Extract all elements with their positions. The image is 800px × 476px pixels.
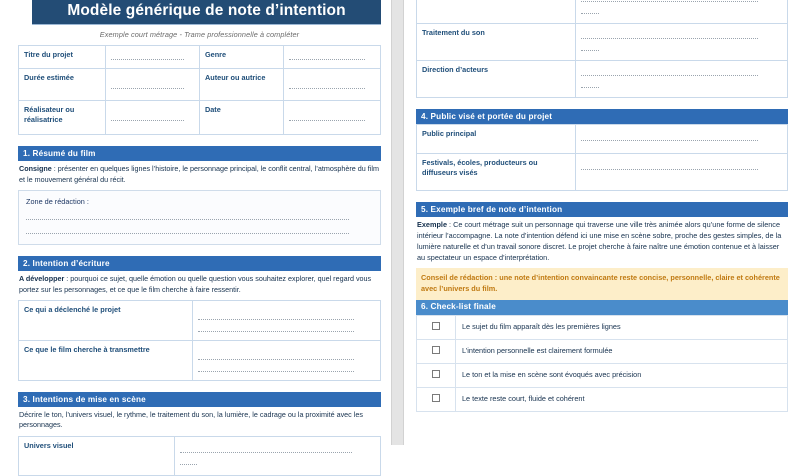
- field-label-auteur-ou-autrice: Auteur ou autrice: [199, 69, 283, 101]
- field-label-ce-que-le-film-cherche-a-transmettre: Ce que le film cherche à transmettre: [19, 341, 193, 381]
- dotted-line: [111, 52, 184, 60]
- dotted-line: [289, 81, 365, 89]
- section-3-hint: [18, 407, 381, 436]
- field-input-festivals-ecoles-producteurs[interactable]: [576, 154, 788, 191]
- table-row: [19, 101, 381, 135]
- dotted-line: [111, 81, 184, 89]
- dotted-line: [111, 113, 184, 121]
- field-input-date[interactable]: [284, 101, 381, 135]
- checklist-label-2: L’intention personnelle est clairement formulée: [456, 339, 788, 363]
- right-page-column: [404, 0, 800, 445]
- section-header-4: 4. Public visé et portée du projet: [416, 109, 788, 124]
- dotted-line: [180, 457, 198, 465]
- field-label-univers-visuel: Univers visuel: [19, 436, 175, 475]
- checkbox-icon: [432, 346, 440, 354]
- table-row: [417, 24, 788, 61]
- checkbox-icon: [432, 370, 440, 378]
- checklist-label-3: Le ton et la mise en scène sont évoqués avec précision: [456, 363, 788, 387]
- field-input-auteur-ou-autrice[interactable]: [284, 69, 381, 101]
- dotted-line: [26, 218, 349, 220]
- checkbox-icon: [432, 394, 440, 402]
- dotted-line: [289, 113, 365, 121]
- intention-table: [18, 300, 381, 381]
- left-page-column: [0, 0, 391, 450]
- checkbox-item-4[interactable]: [417, 387, 456, 411]
- section-header-6: 6. Check-list finale: [416, 300, 788, 315]
- hint-body: : présenter en quelques lignes l’histoire, le personnage principal, le conflit central, l’atmosphère du film et le mouvement général du récit.: [19, 164, 379, 184]
- page-gutter-divider: [391, 0, 404, 445]
- dotted-line: [581, 133, 758, 141]
- checkbox-icon: [432, 322, 440, 330]
- page-title: Modèle générique de note d’intention: [32, 0, 381, 25]
- dotted-line: [198, 364, 354, 372]
- field-input-titre-du-projet[interactable]: [106, 46, 200, 69]
- section-header-1: 1. Résumé du film: [18, 146, 381, 161]
- table-row: [19, 69, 381, 101]
- dotted-line: [180, 445, 352, 453]
- field-input-realisateur-ou-realisatrice[interactable]: [106, 101, 200, 135]
- field-label-genre: Genre: [199, 46, 283, 69]
- field-input-ce-qui-a-declenche-le-projet[interactable]: [192, 301, 380, 341]
- hint-lead: A développer: [19, 274, 65, 284]
- table-row: [19, 46, 381, 69]
- field-label-duree-estimee: Durée estimée: [19, 69, 106, 101]
- dotted-line: [581, 43, 599, 51]
- checkbox-item-1[interactable]: [417, 315, 456, 339]
- section-header-2: 2. Intention d’écriture: [18, 256, 381, 271]
- field-input-public-principal[interactable]: [576, 125, 788, 154]
- field-input-traitement-du-son[interactable]: [576, 24, 788, 61]
- hint-lead: Consigne: [19, 164, 52, 174]
- public-vise-table: [416, 124, 788, 191]
- field-label-realisateur-ou-realisatrice: Réalisateur ou réalisatrice: [19, 101, 106, 135]
- table-row: [19, 301, 381, 341]
- section-header-5: 5. Exemple bref de note d’intention: [416, 202, 788, 217]
- dotted-line: [198, 312, 354, 320]
- dotted-line: [198, 324, 354, 332]
- checkbox-item-2[interactable]: [417, 339, 456, 363]
- field-label-date: Date: [199, 101, 283, 135]
- field-label-traitement-du-son: Traitement du son: [417, 24, 576, 61]
- field-label-titre-du-projet: Titre du projet: [19, 46, 106, 69]
- field-input-duree-estimee[interactable]: [106, 69, 200, 101]
- example-lead: Exemple: [417, 220, 448, 229]
- example-body: : Ce court métrage suit un personnage qui traverse une ville très animée alors qu’une forme de silence intérieur l’accompagne. La note d’intention défend ici une mise en scène sobre, proche des gestes simples, de la lumière naturelle et d’un travail sonore discret. Le projet cherche à faire naître une émotion contenue et à laisser au spectateur un espace d’interprétation.: [417, 220, 782, 262]
- page-subtitle: Exemple court métrage - Trame professionnelle à compléter: [99, 30, 300, 40]
- table-row: [417, 125, 788, 154]
- field-label-public-principal: Public principal: [417, 125, 576, 154]
- dotted-line: [581, 0, 758, 2]
- table-row: [19, 341, 381, 381]
- dotted-line: [581, 162, 758, 170]
- table-row: [417, 61, 788, 98]
- list-item: [417, 339, 788, 363]
- dotted-line: [289, 52, 365, 60]
- mise-en-scene-table-continued: [416, 0, 788, 98]
- field-label-ce-qui-a-declenche-le-projet: Ce qui a déclenché le projet: [19, 301, 193, 341]
- section-header-3: 3. Intentions de mise en scène: [18, 392, 381, 407]
- list-item: [417, 363, 788, 387]
- section-2-hint: [18, 271, 381, 300]
- section-1-hint: [18, 161, 381, 190]
- zone-label: Zone de rédaction :: [26, 197, 89, 207]
- field-input-ce-que-le-film-cherche-a-transmettre[interactable]: [192, 341, 380, 381]
- dotted-line: [26, 232, 349, 234]
- field-input-genre[interactable]: [284, 46, 381, 69]
- dotted-line: [581, 31, 758, 39]
- hint-body: : pourquoi ce sujet, quelle émotion ou quelle question vous souhaitez explorer, quel regard vous portez sur les personnages, et ce que le film cherche à faire ressentir.: [19, 274, 372, 294]
- table-row: [19, 436, 381, 475]
- mise-en-scene-table-left-part: [18, 436, 381, 476]
- table-row: [417, 0, 788, 24]
- checkbox-item-3[interactable]: [417, 363, 456, 387]
- final-checklist-table: [416, 315, 788, 412]
- dotted-line: [581, 6, 599, 14]
- section-5-example-paragraph: [416, 217, 788, 268]
- checklist-label-1: Le sujet du film apparaît dès les premières lignes: [456, 315, 788, 339]
- writing-tip-callout: Conseil de rédaction : une note d’intention convaincante reste concise, personnelle, claire et cohérente avec l’univers du film.: [416, 268, 788, 300]
- field-label-rythme-du-recit: [417, 0, 576, 24]
- field-input-direction-d-acteurs[interactable]: [576, 61, 788, 98]
- field-label-direction-d-acteurs: Direction d’acteurs: [417, 61, 576, 98]
- field-input-univers-visuel[interactable]: [174, 436, 380, 475]
- identity-table: [18, 45, 381, 135]
- free-writing-zone-resume[interactable]: [18, 190, 381, 245]
- dotted-line: [581, 80, 599, 88]
- list-item: [417, 315, 788, 339]
- table-row: [417, 154, 788, 191]
- dotted-line: [198, 352, 354, 360]
- field-label-festivals-ecoles-producteurs: Festivals, écoles, producteurs ou diffuseurs visés: [417, 154, 576, 191]
- dotted-line: [581, 68, 758, 76]
- field-input-rythme-du-recit[interactable]: [576, 0, 788, 24]
- hint-body: Décrire le ton, l’univers visuel, le rythme, le traitement du son, la lumière, le cadrage ou la proximité avec les personnages.: [19, 410, 363, 430]
- checklist-label-4: Le texte reste court, fluide et cohérent: [456, 387, 788, 411]
- list-item: [417, 387, 788, 411]
